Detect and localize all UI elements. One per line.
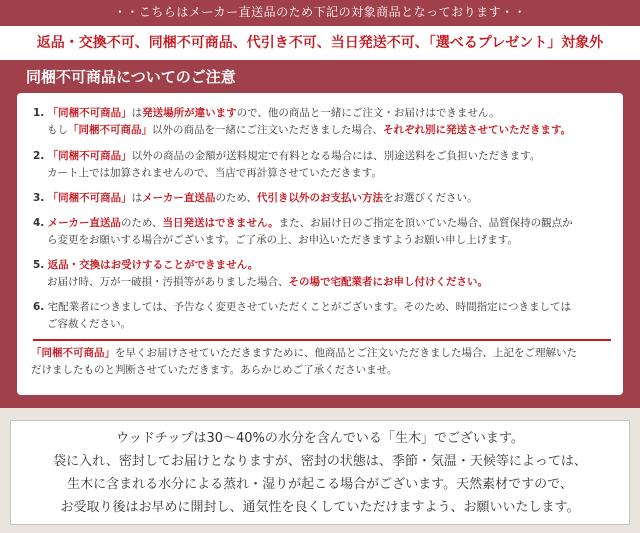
caution-item-4 [33, 215, 613, 249]
item-text [48, 301, 571, 313]
item-number: 2. [33, 150, 45, 162]
highlight-text: 「同梱不可商品」 [31, 347, 115, 359]
body-text: 以外の商品を一緒にご注文いただきました場合、 [152, 124, 383, 136]
item-number: 5. [33, 259, 45, 271]
item-text [48, 217, 573, 229]
item-text [48, 107, 500, 119]
item-text [48, 192, 478, 204]
caution-item-5 [33, 257, 613, 291]
footnote-text [31, 364, 397, 376]
item-text [48, 150, 541, 162]
body-text: だけましたものと判断させていただきます。あらかじめご了承くださいませ。 [31, 364, 398, 376]
highlight-text: 「同梱不可商品」 [68, 124, 152, 136]
highlight-text: 発送場所が違います [142, 107, 237, 119]
item-line [33, 165, 613, 182]
caution-item-6 [33, 299, 613, 333]
woodchip-line: 生木に含まれる水分による蒸れ・湿りが起こる場合がございます。天然素材ですので、 [67, 477, 573, 492]
body-text: をお選びください。 [383, 192, 478, 204]
highlight-text: メーカー直送品 [142, 192, 216, 204]
item-line [33, 215, 613, 232]
body-text: また、お届け日のご指定を頂いていた場合、品質保持の観点か [278, 217, 573, 229]
footnote [31, 345, 613, 379]
item-line [33, 148, 613, 165]
footnote-line [31, 345, 613, 362]
woodchip-line: お受取り後はお早めに開封し、通気性を良くしていただけますよう、お願いいたします。 [60, 500, 580, 515]
highlight-text: 当日発送はできません。 [162, 217, 279, 229]
item-text [47, 167, 382, 179]
caution-card [17, 93, 623, 395]
woodchip-line: 袋に入れ、密封してお届けとなりますが、密封の状態は、季節・気温・天候等によっては、 [53, 454, 587, 469]
item-line [33, 122, 613, 139]
item-text [47, 318, 131, 330]
highlight-text: 「同梱不可商品」 [47, 107, 132, 119]
direct-ship-banner: ・・こちらはメーカー直送品のため下記の対象商品となっております・・ [113, 5, 527, 19]
footnote-line [31, 362, 613, 379]
item-line [33, 316, 613, 333]
body-text: のため、 [120, 217, 163, 229]
item-text [47, 234, 518, 246]
footnote-text [31, 347, 577, 359]
item-number: 4. [33, 217, 45, 229]
body-text: のため、 [215, 192, 258, 204]
section-title: 同梱不可商品についてのご注意 [26, 68, 236, 86]
body-text: ので、他の商品と一緒にご注文・お届けはできません。 [236, 107, 500, 119]
body-text: カート上では加算されませんので、当店で再計算させていただきます。 [47, 167, 382, 179]
highlight-text: 「同梱不可商品」 [47, 192, 132, 204]
body-text: ご容赦ください。 [47, 318, 131, 330]
item-line [33, 299, 613, 316]
item-number: 1. [33, 107, 45, 119]
woodchip-panel [0, 408, 640, 533]
item-text [47, 276, 488, 288]
body-text: は [131, 107, 143, 119]
item-text [48, 259, 259, 271]
woodchip-notice [10, 420, 630, 525]
caution-item-2 [33, 148, 613, 182]
body-text: もし [47, 124, 68, 136]
caution-item-1 [33, 105, 613, 139]
item-text [47, 124, 571, 136]
item-line [33, 257, 613, 274]
highlight-text: メーカー直送品 [47, 217, 121, 229]
highlight-text: 代引き以外のお支払い方法 [257, 192, 384, 204]
item-line [33, 105, 613, 122]
highlight-text: その場で宅配業者にお申し付けください。 [288, 276, 488, 288]
caution-item-3 [33, 190, 613, 207]
item-number: 3. [33, 192, 45, 204]
item-number: 6. [33, 301, 45, 313]
red-divider [33, 339, 611, 341]
body-text: ら変更をお願いする場合がございます。ご了承の上、お申込いただきますようお願い申し上げます。 [47, 234, 518, 246]
highlight-text: それぞれ別に発送させていただきます。 [383, 124, 572, 136]
body-text: 宅配業者につきましては、予告なく変更させていただくことがございます。そのため、時間指定につきましては [47, 301, 571, 313]
restrictions-notice: 返品・交換不可、同梱不可商品、代引き不可、当日発送不可、「選べるプレゼント」対象外 [0, 26, 640, 60]
body-text: を早くお届けさせていただきますために、他商品とご注文いただきました場合、上記をご理解いた [115, 347, 577, 359]
item-line [33, 190, 613, 207]
body-text: 以外の商品の金額が送料規定で有料となる場合には、別途送料をご負担いただきます。 [131, 150, 541, 162]
item-line [33, 232, 613, 249]
body-text: お届け時、万が一破損・汚損等がありました場合、 [47, 276, 289, 288]
woodchip-line: ウッドチップは30～40%の水分を含んでいる「生木」でございます。 [116, 431, 524, 446]
body-text: は [131, 192, 143, 204]
highlight-text: 返品・交換はお受けすることができません。 [47, 259, 259, 271]
item-line [33, 274, 613, 291]
highlight-text: 「同梱不可商品」 [47, 150, 132, 162]
